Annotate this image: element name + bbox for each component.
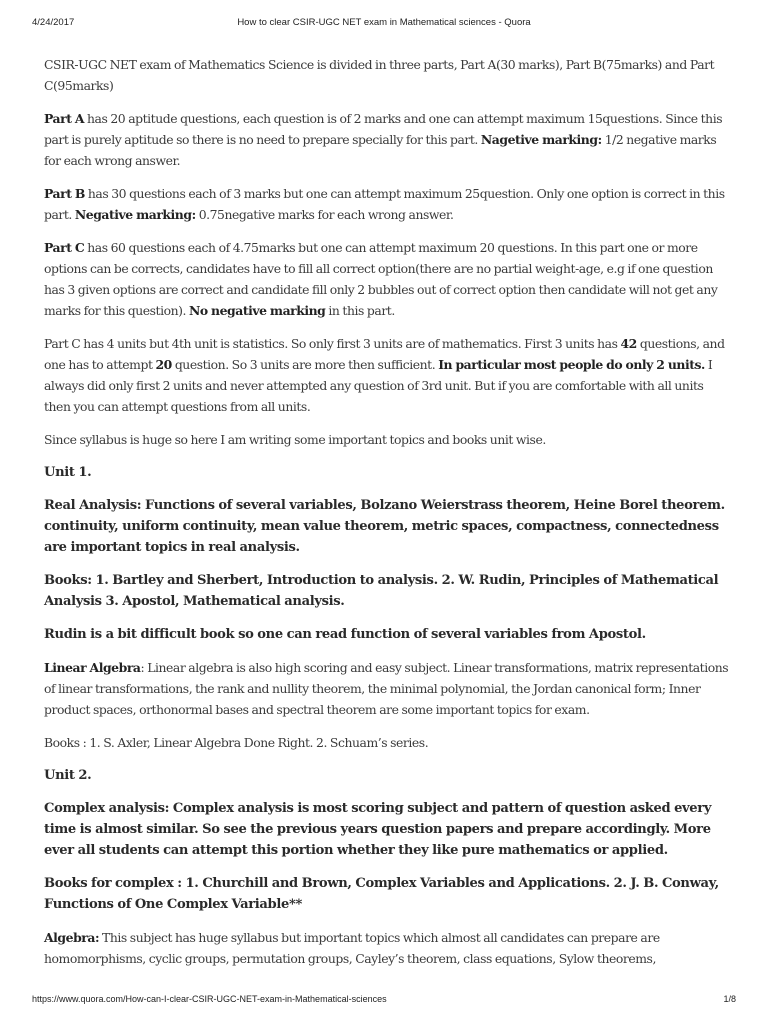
real-analysis-books: Books: 1. Bartley and Sherbert, Introduction to analysis. 2. W. Rudin, Principles of Mathematical Analysis 3. Apostol, Mathematical analysis. [44, 573, 719, 609]
syllabus-paragraph: Since syllabus is huge so here I am writing some important topics and books unit wise. [44, 432, 546, 447]
print-url: https://www.quora.com/How-can-I-clear-CSIR-UGC-NET-exam-in-Mathematical-sciences [32, 994, 387, 1004]
algebra-paragraph [44, 927, 732, 969]
linear-algebra-books: Books : 1. S. Axler, Linear Algebra Done Right. 2. Schuam’s series. [44, 735, 429, 750]
unit-1-heading: Unit 1. [44, 465, 92, 480]
linear-algebra-paragraph [44, 657, 732, 720]
article-body [44, 54, 732, 981]
rudin-note: Rudin is a bit difficult book so one can read function of several variables from Apostol. [44, 627, 646, 642]
part-b-negative-label: Negative marking: [74, 207, 196, 222]
part-c-text: has 60 questions each of 4.75marks but one can attempt maximum 20 questions. In this part one or more options can be corrects, candidates have to fill all correct option(there are no partial weight-age, e.g if one question has 3 given options are correct and candidate fill only 2 bubbles out of correct option then candidate will not get any marks for this question). [44, 240, 718, 318]
linear-algebra-label: Linear Algebra [44, 660, 141, 675]
units-paragraph [44, 333, 732, 417]
intro-paragraph: CSIR-UGC NET exam of Mathematics Science is divided in three parts, Part A(30 marks), Part B(75marks) and Part C(95marks) [44, 57, 715, 93]
part-a-paragraph [44, 108, 732, 171]
units-bold-42: 42 [620, 336, 637, 351]
units-bold-20: 20 [155, 357, 172, 372]
complex-analysis-paragraph: Complex analysis: Complex analysis is most scoring subject and pattern of question asked every time is almost similar. So see the previous years question papers and prepare accordingly. More ever all students can attempt this portion whether they like pure mathematics or applied. [44, 801, 712, 858]
part-a-text: has 20 aptitude questions, each question is of 2 marks and one can attempt maximum 15questions. Since this part is purely aptitude so there is no need to prepare specially for this part. [44, 111, 723, 147]
part-c-negative-label: No negative marking [189, 303, 326, 318]
algebra-text: This subject has huge syllabus but important topics which almost all candidates can prepare are homomorphisms, cyclic groups, permutation groups, Cayley’s theorem, class equations, Sylow theorems, [44, 930, 660, 966]
linear-algebra-text: : Linear algebra is also high scoring and easy subject. Linear transformations, matrix representations of linear transformations, the rank and nullity theorem, the minimal polynomial, the Jordan canonical form; Inner product spaces, orthonormal bases and spectral theorem are some important topics for exam. [44, 660, 729, 717]
part-a-negative-text: 1/2 negative marks for each wrong answer. [44, 132, 717, 168]
units-bold-note: In particular most people do only 2 units. [438, 357, 705, 372]
real-analysis-paragraph: Real Analysis: Functions of several variables, Bolzano Weierstrass theorem, Heine Borel theorem. continuity, uniform continuity, mean value theorem, metric spaces, compactness, connectedness are important topics in real analysis. [44, 498, 725, 555]
units-text-1: Part C has 4 units but 4th unit is statistics. So only first 3 units are of mathematics. First 3 units has [44, 336, 621, 351]
units-text-2: questions, and one has to attempt [44, 336, 725, 372]
part-b-label: Part B [44, 186, 85, 201]
page-number: 1/8 [723, 994, 736, 1004]
complex-analysis-books: Books for complex : 1. Churchill and Brown, Complex Variables and Applications. 2. J. B. Conway, Functions of One Complex Variable** [44, 876, 719, 912]
part-c-negative-text: in this part. [325, 303, 395, 318]
units-text-3: question. So 3 units are more then sufficient. [171, 357, 439, 372]
part-b-negative-text: 0.75negative marks for each wrong answer. [195, 207, 454, 222]
print-header [0, 13, 768, 31]
print-footer [0, 992, 768, 1008]
part-a-label: Part A [44, 111, 84, 126]
part-a-negative-label: Nagetive marking: [480, 132, 602, 147]
part-b-paragraph [44, 183, 732, 225]
part-c-paragraph [44, 237, 732, 321]
units-text-4: I always did only first 2 units and never attempted any question of 3rd unit. But if you are comfortable with all units then you can attempt questions from all units. [44, 357, 713, 414]
part-c-label: Part C [44, 240, 85, 255]
algebra-label: Algebra: [44, 930, 100, 945]
part-b-text: has 30 questions each of 3 marks but one can attempt maximum 25question. Only one option is correct in this part. [44, 186, 725, 222]
print-date: 4/24/2017 [32, 17, 75, 28]
unit-2-heading: Unit 2. [44, 768, 92, 783]
print-page-title: How to clear CSIR-UGC NET exam in Mathematical sciences - Quora [237, 17, 531, 28]
